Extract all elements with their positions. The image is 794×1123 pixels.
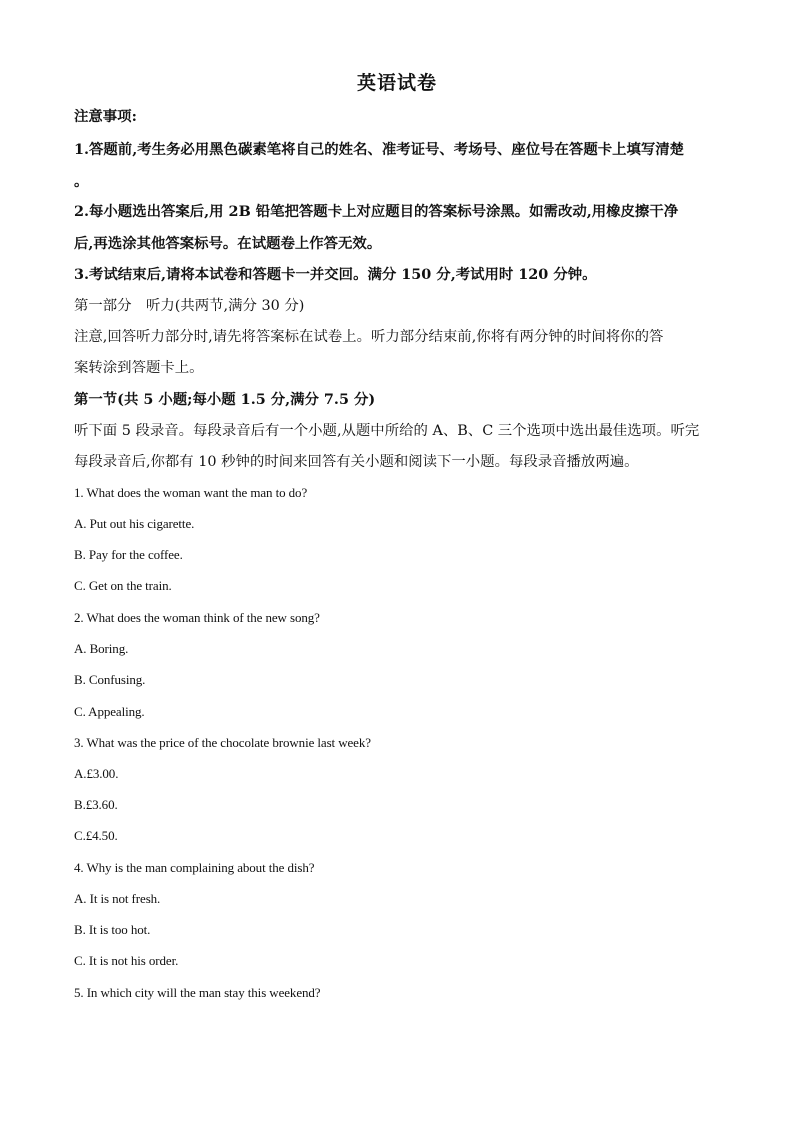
question-2-option-a: A. Boring. xyxy=(74,641,129,656)
section-instruction-line: 每段录音后,你都有 10 秒钟的时间来回答有关小题和阅读下一小题。每段录音播放两遍。 xyxy=(74,454,639,470)
question-3: 3. What was the price of the chocolate brownie last week? xyxy=(74,735,371,750)
question-5: 5. In which city will the man stay this weekend? xyxy=(74,985,321,1000)
page-title: 英语试卷 xyxy=(356,72,437,94)
question-4-option-b: B. It is too hot. xyxy=(74,922,151,937)
question-2: 2. What does the woman think of the new song? xyxy=(74,610,320,625)
part-note-line: 案转涂到答题卡上。 xyxy=(74,360,204,376)
notice-line: 3.考试结束后,请将本试卷和答题卡一并交回。满分 150 分,考试用时 120 分钟。 xyxy=(74,266,597,283)
question-2-option-c: C. Appealing. xyxy=(74,704,145,719)
part-note-line: 注意,回答听力部分时,请先将答案标在试卷上。听力部分结束前,你将有两分钟的时间将你的答 xyxy=(74,329,664,345)
notice-heading: 注意事项: xyxy=(74,108,137,125)
part-heading: 第一部分 听力(共两节,满分 30 分) xyxy=(74,298,305,314)
question-1-option-a: A. Put out his cigarette. xyxy=(74,516,195,531)
question-4-option-a: A. It is not fresh. xyxy=(74,891,161,906)
question-2-option-b: B. Confusing. xyxy=(74,672,146,687)
question-3-option-b: B.£3.60. xyxy=(74,797,118,812)
section-heading: 第一节(共 5 小题;每小题 1.5 分,满分 7.5 分) xyxy=(74,391,376,408)
notice-line: 2.每小题选出答案后,用 2B 铅笔把答题卡上对应题目的答案标号涂黑。如需改动,用橡皮擦干净 xyxy=(74,203,679,220)
question-3-option-c: C.£4.50. xyxy=(74,828,118,843)
question-1: 1. What does the woman want the man to do? xyxy=(74,485,308,500)
question-3-option-a: A.£3.00. xyxy=(74,766,119,781)
section-instruction-line: 听下面 5 段录音。每段录音后有一个小题,从题中所给的 A、B、C 三个选项中选出最佳选项。听完 xyxy=(74,423,700,439)
question-4-option-c: C. It is not his order. xyxy=(74,953,179,968)
notice-line: 1.答题前,考生务必用黑色碳素笔将自己的姓名、准考证号、考场号、座位号在答题卡上填写清楚 xyxy=(74,141,685,158)
question-4: 4. Why is the man complaining about the dish? xyxy=(74,860,315,875)
notice-line: 后,再选涂其他答案标号。在试题卷上作答无效。 xyxy=(74,235,382,252)
question-1-option-c: C. Get on the train. xyxy=(74,578,172,593)
question-1-option-b: B. Pay for the coffee. xyxy=(74,547,183,562)
notice-line: 。 xyxy=(74,173,89,190)
